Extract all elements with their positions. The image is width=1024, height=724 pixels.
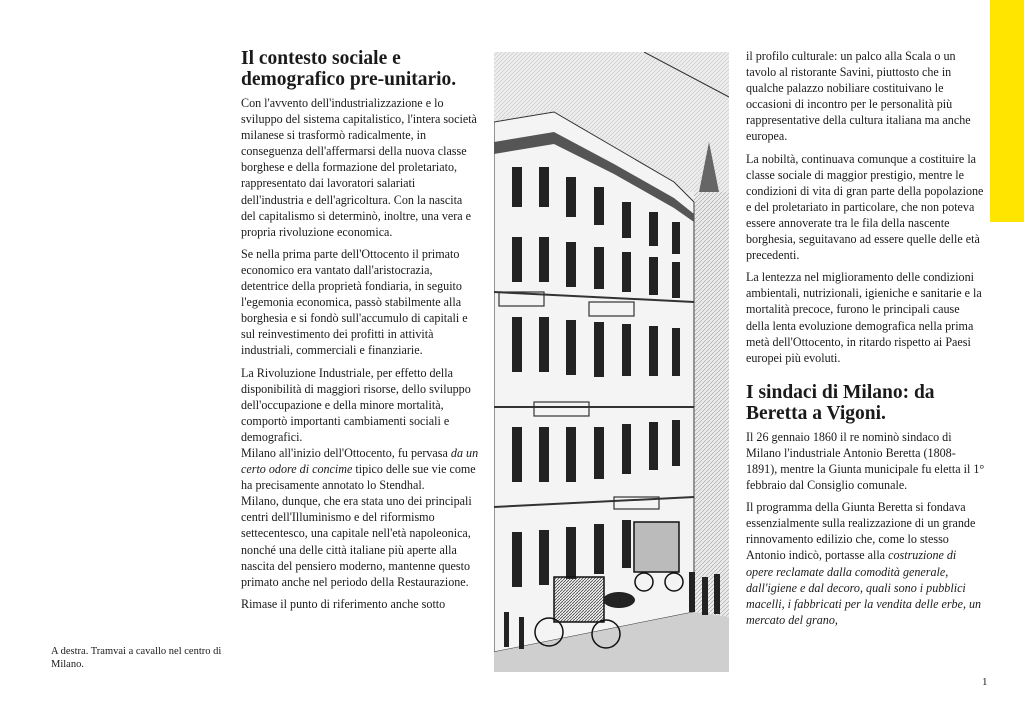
paragraph: La lentezza nel miglioramento delle condizioni ambientali, nutrizionali, igieniche e sanitarie e la mortalità precoce, furono le principali cause della lenta evoluzione demografica nella prima metà dell'Ottocento, in ritardo rispetto ai Paesi europei più evoluti. <box>746 270 982 365</box>
paragraph: La nobiltà, continuava comunque a costituire la classe sociale di maggior prestigio, mentre le condizioni di vita di gran parte della popolazione e del proletariato in particolare, che non poteva essere annoverate tra le fila della nascente borghesia, seguitavano ad essere quelle delle età precedenti. <box>746 151 984 263</box>
text-span: tipico delle sue vie come ha precisamente annotato lo Stendhal. <box>241 462 476 493</box>
column-left <box>241 48 479 618</box>
paragraph: Se nella prima parte dell'Ottocento il primato economico era vantato dall'aristocrazia, detentrice della proprietà fondiaria, in seguito l'egemonia economica, passò stabilmente alla borghesia e si fondò sull'accumulo di capitali e sul reinvestimento dei profitti in attività industriali, commerciali e finanziarie. <box>241 246 468 358</box>
paragraph: Milano, dunque, che era stata uno dei principali centri dell'Illuminismo e del riformismo settecentesco, una capitale nell'età napoleonica, nonché una delle città italiane più aperte alla nascita del pensiero moderno, mantenne questo primato anche nel periodo della Restaurazione. <box>241 494 472 589</box>
column-right <box>746 48 986 634</box>
yellow-accent-bar <box>990 0 1024 222</box>
section-heading-contesto: Il contesto sociale e demografico pre-unitario. <box>241 48 457 90</box>
italic-quote: costruzione di opere reclamate dalla comodità generale, dall'igiene e dal decoro, quali sono i pubblici macelli, i fabbricati per la vendita delle erbe, un mercato del grano, <box>746 548 982 627</box>
italic-quote: da un certo odore di concime <box>241 445 479 477</box>
image-caption: A destra. Tramvai a cavallo nel centro di Milano. <box>51 646 222 670</box>
page-number: 1 <box>982 676 988 688</box>
text-span: Il programma della Giunta Beretta si fondava essenzialmente sulla realizzazione di un grande rinnovamento edilizio che, come lo stesso Antonio indicò, portasse alla <box>746 500 976 563</box>
paragraph-stendhal <box>241 445 479 493</box>
paragraph: Rimase il punto di riferimento anche sotto <box>241 596 446 611</box>
text-span: Milano all'inizio dell'Ottocento, fu pervasa <box>241 445 448 460</box>
paragraph: La Rivoluzione Industriale, per effetto della disponibilità di maggiori risorse, dello sviluppo dell'occupazione e della minore mortalità, comportò importanti cambiamenti sociali e demografici. <box>241 365 471 444</box>
historic-street-illustration <box>494 52 729 672</box>
section-heading-sindaci: I sindaci di Milano: da Beretta a Vigoni. <box>746 381 935 424</box>
paragraph: Con l'avvento dell'industrializzazione e lo sviluppo del sistema capitalistico, l'intera società milanese si trasformò radicalmente, in conseguenza dell'affermarsi della nuova classe borghese e della formazione del proletariato, rappresentato dai lavoratori salariati dell'industria e dell'agricoltura. Con la nascita del capitalismo si determinò, inoltre, una vera e propria rivoluzione economica. <box>241 96 477 239</box>
paragraph: Il 26 gennaio 1860 il re nominò sindaco di Milano l'industriale Antonio Beretta (1808-1891), mentre la Giunta municipale fu eletta il 1° febbraio dal Consiglio comunale. <box>746 429 985 493</box>
paragraph: il profilo culturale: un palco alla Scala o un tavolo al ristorante Savini, piuttosto che in qualche palazzo nobiliare costituivano le occasioni di incontro per le personalità più rappresentative della cultura italiana ma anche europea. <box>746 49 971 144</box>
paragraph-programma <box>746 499 986 628</box>
